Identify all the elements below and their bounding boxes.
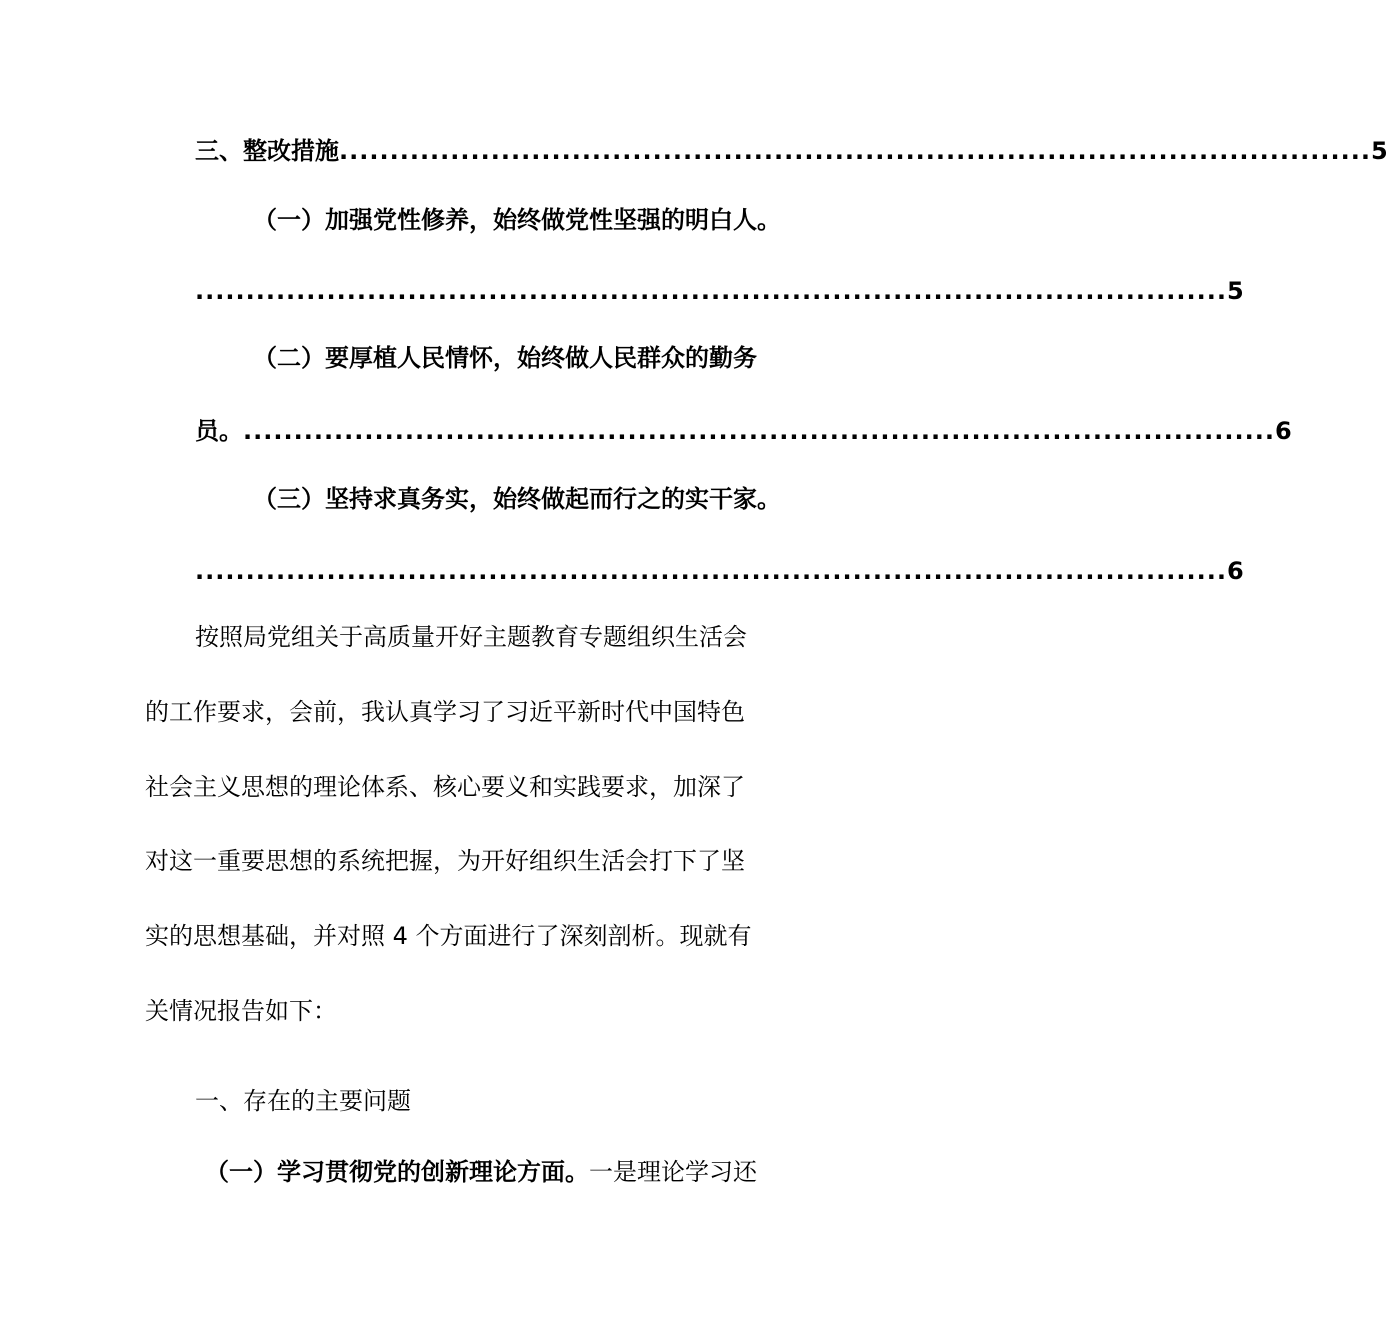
- body-paragraph-line: 社会主义思想的理论体系、核心要义和实践要求，加深了: [145, 773, 745, 801]
- toc-page-number: 5: [1370, 137, 1388, 165]
- toc-entry-item-3-title[interactable]: （三）坚持求真务实，始终做起而行之的实干家。: [253, 485, 781, 513]
- body-paragraph-line: 按照局党组关于高质量开好主题教育专题组织生活会: [195, 623, 747, 651]
- body-paragraph-line: 的工作要求，会前，我认真学习了习近平新时代中国特色: [145, 698, 745, 726]
- toc-dot-leader: ......................................................................................................: [339, 137, 1371, 165]
- toc-entry-title: 三、整改措施: [195, 137, 339, 165]
- toc-entry-item-2-leader-row[interactable]: [195, 416, 1292, 446]
- subsection-line: [205, 1157, 757, 1187]
- toc-entry-section-3[interactable]: [195, 136, 1388, 166]
- subsection-text: 一是理论学习还: [589, 1158, 757, 1186]
- toc-entry-item-2-title[interactable]: （二）要厚植人民情怀，始终做人民群众的勤务: [253, 344, 757, 372]
- body-paragraph-line: 关情况报告如下：: [145, 997, 337, 1025]
- toc-dot-leader: ......................................................................................................: [195, 277, 1227, 305]
- section-heading: 一、存在的主要问题: [195, 1087, 411, 1115]
- body-paragraph-line: 实的思想基础，并对照 4 个方面进行了深刻剖析。现就有: [145, 922, 752, 950]
- toc-page-number: 6: [1274, 417, 1292, 445]
- body-paragraph-line: 对这一重要思想的系统把握，为开好组织生活会打下了坚: [145, 847, 745, 875]
- toc-page-number: 6: [1226, 557, 1244, 585]
- toc-entry-item-1-title[interactable]: （一）加强党性修养，始终做党性坚强的明白人。: [253, 206, 781, 234]
- toc-dot-leader: ......................................................................................................: [195, 557, 1227, 585]
- toc-dot-leader: ......................................................................................................: [243, 417, 1275, 445]
- toc-entry-title-continued: 员。: [195, 417, 243, 445]
- subsection-heading: （一）学习贯彻党的创新理论方面。: [205, 1158, 589, 1186]
- toc-page-number: 5: [1226, 277, 1244, 305]
- toc-entry-item-1-leader-row[interactable]: [195, 276, 1244, 306]
- toc-entry-item-3-leader-row[interactable]: [195, 556, 1244, 586]
